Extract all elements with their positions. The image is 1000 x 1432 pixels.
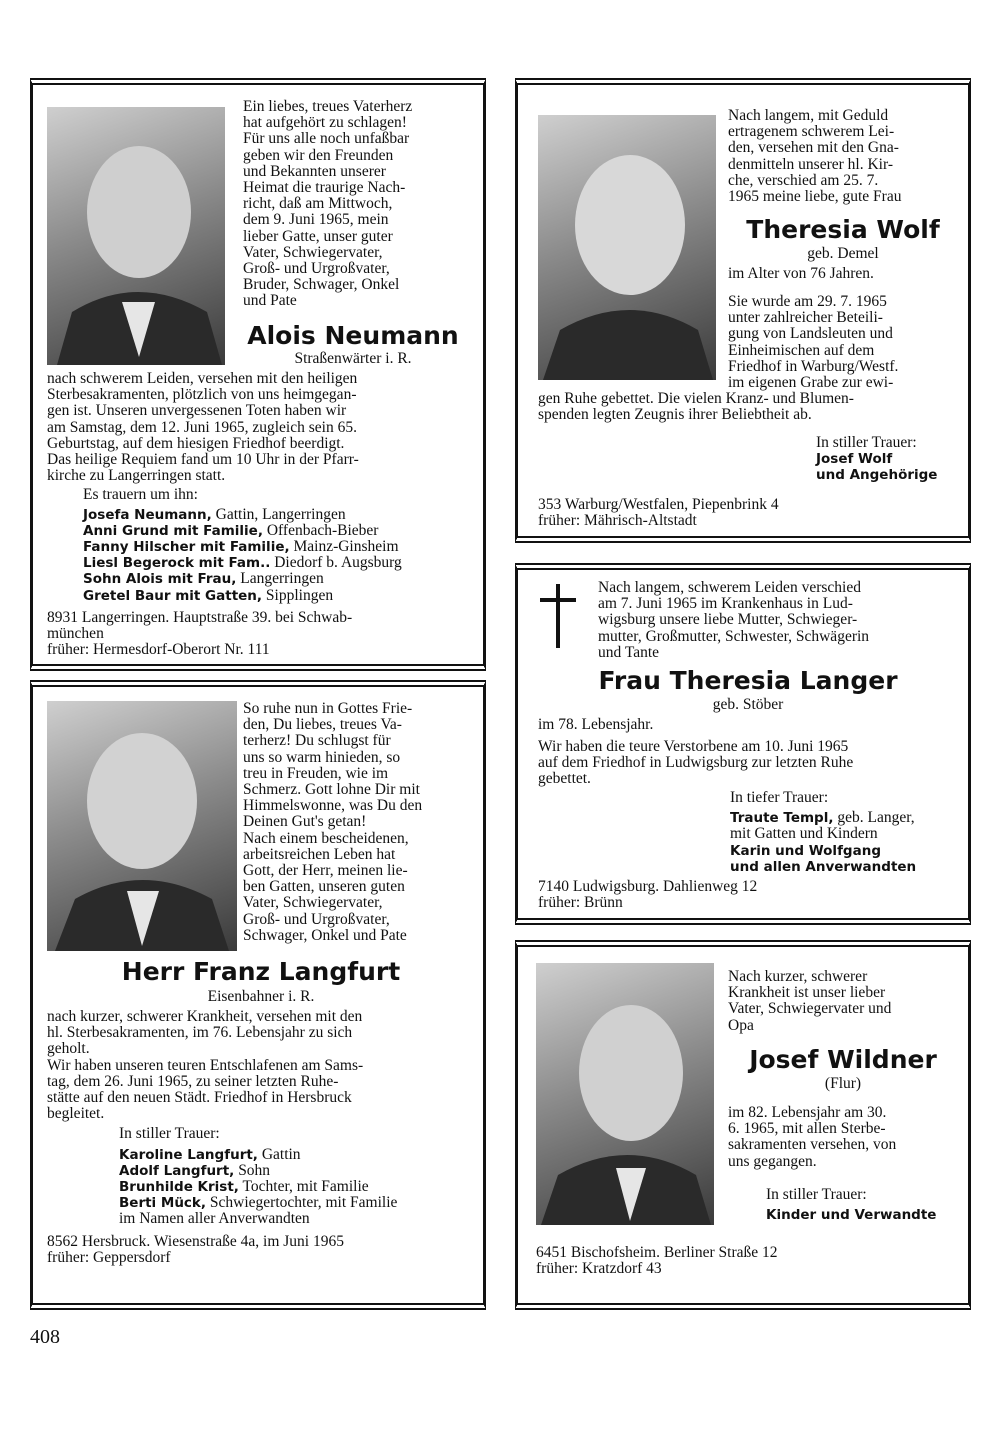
deceased-name: Herr Franz Langfurt <box>121 957 401 986</box>
portrait-photo <box>47 107 225 365</box>
mourner-list: Josefa Neumann, Gattin, Langerringen Anni Grund mit Familie, Offenbach-Bieber Fanny Hilscher mit Familie, Mainz-Ginsheim Liesl Begerock mit Fam.. Diedorf b. Augsburg Sohn Alois mit Frau, Langerringen Gretel Baur mit Gatten, Sipplingen <box>83 505 402 604</box>
place-note: (Flur) <box>824 1075 862 1092</box>
body-text: nach schwerem Leiden, versehen mit den heiligen Sterbesakramenten, plötzlich von uns heimgegan- gen ist. Unseren unvergessenen Toten haben wir am Samstag, dem 12. Juni 1965, zugleich sein 65. Geburtstag, auf dem hiesigen Friedhof beerdigt. Das heilige Requiem fand um 10 Uhr in der Pfarr- kirche zu Langerringen statt. Es trauern um ihn: Josefa Neumann, Gattin, Langerringen Anni Grund mit Familie, Offenbach-Bieber Fanny Hilscher mit Familie, Mainz-Ginsheim Liesl Begerock mit Fam.. Diedorf b. Augsburg Sohn Alois mit Frau, Langerringen Gretel Baur mit Gatten, Sipplingen 8931 Langerringen. Hauptstraße 39. bei Schwab- münchen früher: Hermesdorf-Oberort Nr. 111 <box>47 371 477 658</box>
deceased-name: Theresia Wolf <box>746 215 940 244</box>
mourning-section: In tiefer Trauer: Traute Templ, geb. Langer, mit Gatten und Kindern Karin und Wolfgang und allen Anverwandten <box>730 789 917 875</box>
portrait-photo <box>536 963 714 1225</box>
obituary-wolf <box>515 78 971 543</box>
obituary-langfurt <box>30 680 486 1310</box>
body-text: nach kurzer, schwerer Krankheit, versehen mit den hl. Sterbesakramenten, im 76. Lebensjahr zu sich geholt. Wir haben unseren teuren Entschlafenen am Sams- tag, dem 26. Juni 1965, zu seiner letzten Ruhe- stätte auf den neuen Städt. Friedhof in Hersbruck begleitet. In stiller Trauer: Karoline Langfurt, Gattin Adolf Langfurt, Sohn Brunhilde Krist, Tochter, mit Familie Berti Mück, Schwiegertochter, mit Familie im Namen aller Anverwandten 8562 Hersbruck. Wiesenstraße 4a, im Juni 1965 früher: Geppersdorf <box>47 1009 475 1266</box>
mourning-section: In stiller Trauer: Kinder und Verwandte <box>766 1186 937 1224</box>
portrait-photo <box>47 701 237 951</box>
mourner-list: Karoline Langfurt, Gattin Adolf Langfurt, Sohn Brunhilde Krist, Tochter, mit Familie Berti Mück, Schwiegertochter, mit Familie im Namen aller Anverwandten <box>119 1145 398 1228</box>
age-text: im Alter von 76 Jahren. <box>728 265 874 282</box>
address: 7140 Ludwigsburg. Dahlienweg 12 früher: Brünn <box>538 878 758 912</box>
body-text-full: gen Ruhe gebettet. Die vielen Kranz- und Blumen- spenden legten Zeugnis ihrer Beliebtheit ab. <box>538 390 854 424</box>
body-text: Wir haben die teure Verstorbene am 10. Juni 1965 auf dem Friedhof in Ludwigsburg zur letzten Ruhe gebettet. <box>538 738 854 788</box>
obituary-wildner <box>515 940 971 1310</box>
intro-text: Nach langem, mit Geduld ertragenem schwerem Lei- den, versehen mit den Gna- denmitteln unserer hl. Kir- che, verschied am 25. 7. 1965 meine liebe, gute Frau <box>728 107 902 206</box>
intro-text: Nach langem, schwerem Leiden verschied am 7. Juni 1965 im Krankenhaus in Lud- wigsburg unsere liebe Mutter, Schwieger- mutter, Großmutter, Schwester, Schwägerin und Tante <box>598 579 870 661</box>
page-number: 408 <box>30 1326 60 1348</box>
portrait-photo <box>538 115 716 380</box>
address: 353 Warburg/Westfalen, Piepenbrink 4 früher: Mährisch-Altstadt <box>538 496 779 530</box>
deceased-name: Frau Theresia Langer <box>598 666 898 695</box>
birth-name: geb. Demel <box>807 245 879 262</box>
address: 6451 Bischofsheim. Berliner Straße 12 früher: Kratzdorf 43 <box>536 1244 778 1278</box>
intro-text: So ruhe nun in Gottes Frie- den, Du liebes, treues Va- terherz! Du schlugst für uns so warm hinieden, so treu in Freuden, wie im Schmerz. Gott lohne Dir mit Himmelswonne, was Du den Deinen Gut's getan! Nach einem bescheidenen, arbeitsreichen Leben hat Gott, der Herr, meinen lie- ben Gatten, unseren guten Vater, Schwiegervater, Groß- und Urgroßvater, Schwager, Onkel und Pate <box>243 700 423 944</box>
intro-text: Nach kurzer, schwerer Krankheit ist unser lieber Vater, Schwiegervater und Opa <box>728 968 892 1034</box>
deceased-name: Josef Wildner <box>749 1045 937 1074</box>
body-text: Sie wurde am 29. 7. 1965 unter zahlreicher Beteili- gung von Landsleuten und Einheimischen auf dem Friedhof in Warburg/Westf. im eigenen Grabe zur ewi- <box>728 293 899 392</box>
occupation: Eisenbahner i. R. <box>207 988 315 1005</box>
intro-text: Ein liebes, treues Vaterherz hat aufgehört zu schlagen! Für uns alle noch unfaßbar geben wir den Freunden und Bekannten unserer Heimat die traurige Nach- richt, daß am Mittwoch, dem 9. Juni 1965, mein lieber Gatte, unser guter Vater, Schwiegervater, Groß- und Urgroßvater, Bruder, Schwager, Onkel und Pate <box>243 98 413 310</box>
obituary-neumann <box>30 78 486 671</box>
deceased-name: Alois Neumann <box>247 321 459 350</box>
address: 8931 Langerringen. Hauptstraße 39. bei Schwab- münchen früher: Hermesdorf-Oberort Nr. 111 <box>47 608 353 659</box>
address: 8562 Hersbruck. Wiesenstraße 4a, im Juni 1965 früher: Geppersdorf <box>47 1232 344 1266</box>
age-text: im 78. Lebensjahr. <box>538 716 654 733</box>
cross-icon <box>540 584 576 648</box>
mourning-section: In stiller Trauer: Josef Wolf und Angehörige <box>816 434 938 484</box>
birth-name: geb. Stöber <box>712 696 784 713</box>
occupation: Straßenwärter i. R. <box>294 350 412 367</box>
body-text: im 82. Lebensjahr am 30. 6. 1965, mit allen Sterbe- sakramenten versehen, von uns gegangen. <box>728 1104 897 1170</box>
obituary-langer <box>515 563 971 925</box>
